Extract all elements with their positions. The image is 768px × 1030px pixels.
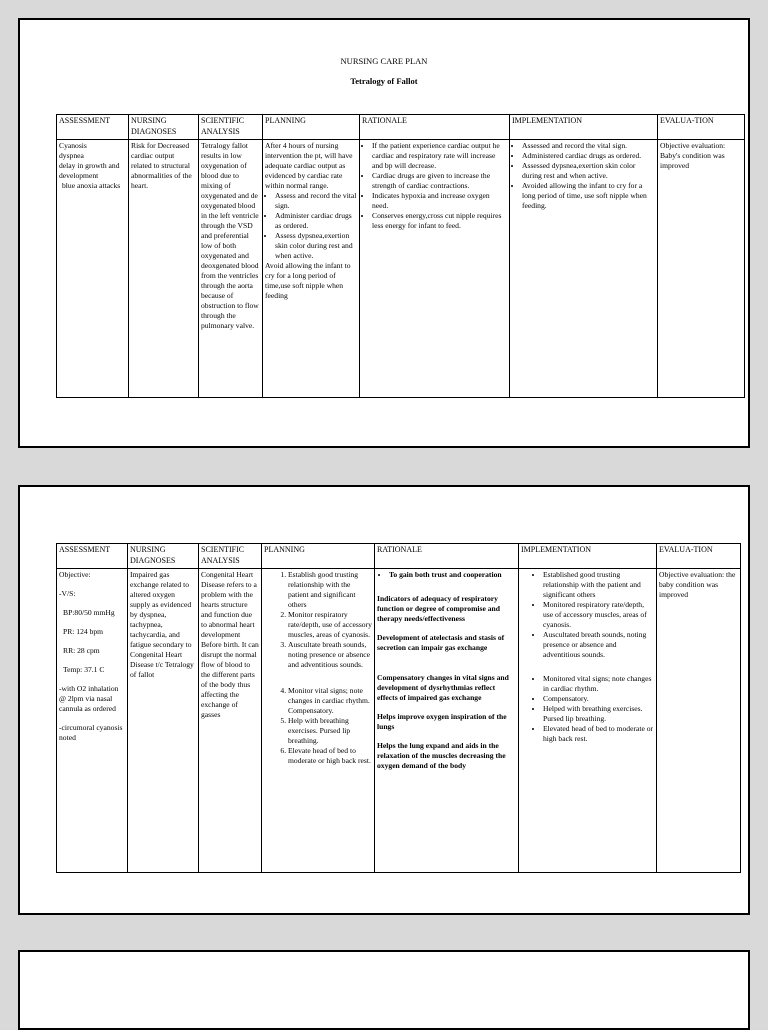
header-scientific-analysis: SCIENTIFIC ANALYSIS (199, 544, 262, 569)
planning-item: 6. Elevate head of bed to moderate or high back rest. (288, 746, 372, 766)
assessment-line: dyspnea (59, 151, 84, 161)
planning-item: 3. Auscultate breath sounds, noting presence or absence and adventitious sounds. (288, 640, 372, 670)
planning-cell (263, 140, 360, 398)
assessment-cell (57, 140, 129, 398)
header-evaluation: EVALUA-TION (658, 115, 745, 140)
implementation-item: • Compensatory. (543, 694, 654, 704)
rationale-item: Helps improve oxygen inspiration of the lungs (377, 712, 507, 732)
implementation-item: • Monitored vital signs; note changes in cardiac rhythm. (543, 674, 654, 694)
header-rationale: RATIONALE (360, 115, 510, 140)
header-planning: PLANNING (262, 544, 375, 569)
rationale-item: Indicators of adequacy of respiratory function or degree of compromise and therapy needs/effectiveness (377, 594, 500, 624)
document-page-2 (18, 485, 750, 915)
header-rationale: RATIONALE (375, 544, 519, 569)
analysis-paragraph: Congenital Heart Disease refers to a problem with the hearts structure and function due to abnormal heart development (201, 570, 257, 640)
header-evaluation: EVALUA-TION (657, 544, 741, 569)
rationale-item: • Indicates hypoxia and increase oxygen need. (372, 191, 507, 211)
assessment-line: -circumoral cyanosis noted (59, 723, 123, 743)
assessment-line: Objective: (59, 570, 91, 579)
implementation-item: • Monitored respiratory rate/depth, use of accessory muscles, areas of cyanosis. (543, 600, 654, 630)
document-page-3 (18, 950, 750, 1030)
assessment-line: Cyanosis (59, 141, 87, 150)
header-implementation: IMPLEMENTATION (510, 115, 658, 140)
rationale-item: • If the patient experience cardiac output he cardiac and respiratory rate will increase and bp will decrease. (372, 141, 507, 171)
table-header-row (57, 544, 741, 569)
assessment-line: delay in growth and development (59, 161, 120, 181)
rationale-item: Helps the lung expand and aids in the relaxation of the muscles decreasing the oxygen demand of the body (377, 741, 506, 771)
planning-item: 4. Monitor vital signs; note changes in cardiac rhythm. Compensatory. (288, 686, 372, 716)
header-scientific-analysis: SCIENTIFIC ANALYSIS (199, 115, 263, 140)
assessment-line: -V/S: (59, 589, 76, 599)
planning-outro: Avoid allowing the infant to cry for a long period of time,use soft nipple when feeding (265, 261, 351, 301)
header-assessment: ASSESSMENT (57, 115, 129, 140)
planning-item: 2. Monitor respiratory rate/depth, use of accessory muscles, areas of cyanosis. (288, 610, 372, 640)
rationale-item: • To gain both trust and cooperation (389, 570, 516, 580)
evaluation-cell: Objective evaluation: the baby condition was improved (657, 569, 741, 873)
rationale-item: Development of atelectasis and stasis of secretion can impair gas exchange (377, 633, 505, 653)
rationale-item: • Conserves energy,cross cut nipple requires less energy for infant to feed. (372, 211, 507, 231)
care-plan-table-1 (56, 114, 745, 398)
implementation-item: • Assessed and record the vital sign. (522, 141, 655, 151)
header-nursing-diagnoses: NURSING DIAGNOSES (128, 544, 199, 569)
diagnosis-cell: Risk for Decreased cardiac output related to structural abnormalities of the heart. (129, 140, 199, 398)
diagnosis-cell: Impaired gas exchange related to altered oxygen supply as evidenced by dyspnea, tachypnea, tachycardia, and fatigue secondary to Congenital Heart Disease t/c Tetralogy of fallot (128, 569, 199, 873)
implementation-item: • Administered cardiac drugs as ordered. (522, 151, 655, 161)
analysis-cell (199, 569, 262, 873)
implementation-item: • Helped with breathing exercises. Pursed lip breathing. (543, 704, 654, 724)
header-nursing-diagnoses: NURSING DIAGNOSES (129, 115, 199, 140)
assessment-line: blue anoxia attacks (62, 181, 121, 191)
header-assessment: ASSESSMENT (57, 544, 128, 569)
implementation-item: • Assessed dypsnea,exertion skin color during rest and when active. (522, 161, 655, 181)
evaluation-cell: Objective evaluation: Baby's condition was improved (658, 140, 745, 398)
header-planning: PLANNING (263, 115, 360, 140)
planning-item: 5. Help with breathing exercises. Pursed lip breathing. (288, 716, 372, 746)
page-subtitle: Tetralogy of Fallot (350, 76, 418, 86)
care-plan-table-2 (56, 543, 741, 873)
planning-item: • Assess and record the vital sign. (275, 191, 357, 211)
analysis-cell: Tetralogy fallot results in low oxygenation of blood due to mixing of oxygenated and de oxygenated blood in the left ventricle through the VSD and preferential low of both oxygenated and deoxgenated blood from the ventricles through the aorta because of obstruction to flow through the pulmonary valve. (199, 140, 263, 398)
planning-intro: After 4 hours of nursing intervention the pt, will have adequate cardiac output as evidenced by cardiac rate within normal range. (265, 141, 353, 191)
table-row (57, 569, 741, 873)
rationale-item: Compensatory changes in vital signs and development of dysrhythmias reflect effects of impaired gas exchange (377, 673, 509, 703)
implementation-cell (519, 569, 657, 873)
implementation-item: • Elevated head of bed to moderate or high back rest. (543, 724, 654, 744)
rationale-cell (375, 569, 519, 873)
implementation-item: • Established good trusting relationship with the patient and significant others (543, 570, 654, 600)
analysis-paragraph: Before birth. It can disrupt the normal flow of blood to the different parts of the body thus affecting the exchange of gasses (201, 640, 259, 720)
planning-item: • Assess dypsnea,exertion skin color during rest and when active. (275, 231, 357, 261)
table-row (57, 140, 745, 398)
assessment-cell (57, 569, 128, 873)
assessment-vital: RR: 28 cpm (63, 646, 100, 656)
assessment-vital: PR: 124 bpm (63, 627, 104, 637)
implementation-cell (510, 140, 658, 398)
planning-cell (262, 569, 375, 873)
planning-item: • Administer cardiac drugs as ordered. (275, 211, 357, 231)
header-implementation: IMPLEMENTATION (519, 544, 657, 569)
implementation-item: • Avoided allowing the infant to cry for a long period of time, use soft nipple when feeding. (522, 181, 655, 211)
table-header-row (57, 115, 745, 140)
page-title: NURSING CARE PLAN (340, 56, 428, 66)
assessment-line: -with O2 inhalation @ 2lpm via nasal cannula as ordered (59, 684, 119, 714)
implementation-item: • Auscultated breath sounds, noting presence or absence and adventitious sounds. (543, 630, 654, 660)
assessment-vital: Temp: 37.1 C (63, 665, 105, 675)
assessment-vital: BP:80/50 mmHg (63, 608, 115, 618)
document-page-1 (18, 18, 750, 448)
rationale-cell (360, 140, 510, 398)
rationale-item: • Cardiac drugs are given to increase the strength of cardiac contractions. (372, 171, 507, 191)
planning-item: 1. Establish good trusting relationship with the patient and significant others (288, 570, 372, 610)
